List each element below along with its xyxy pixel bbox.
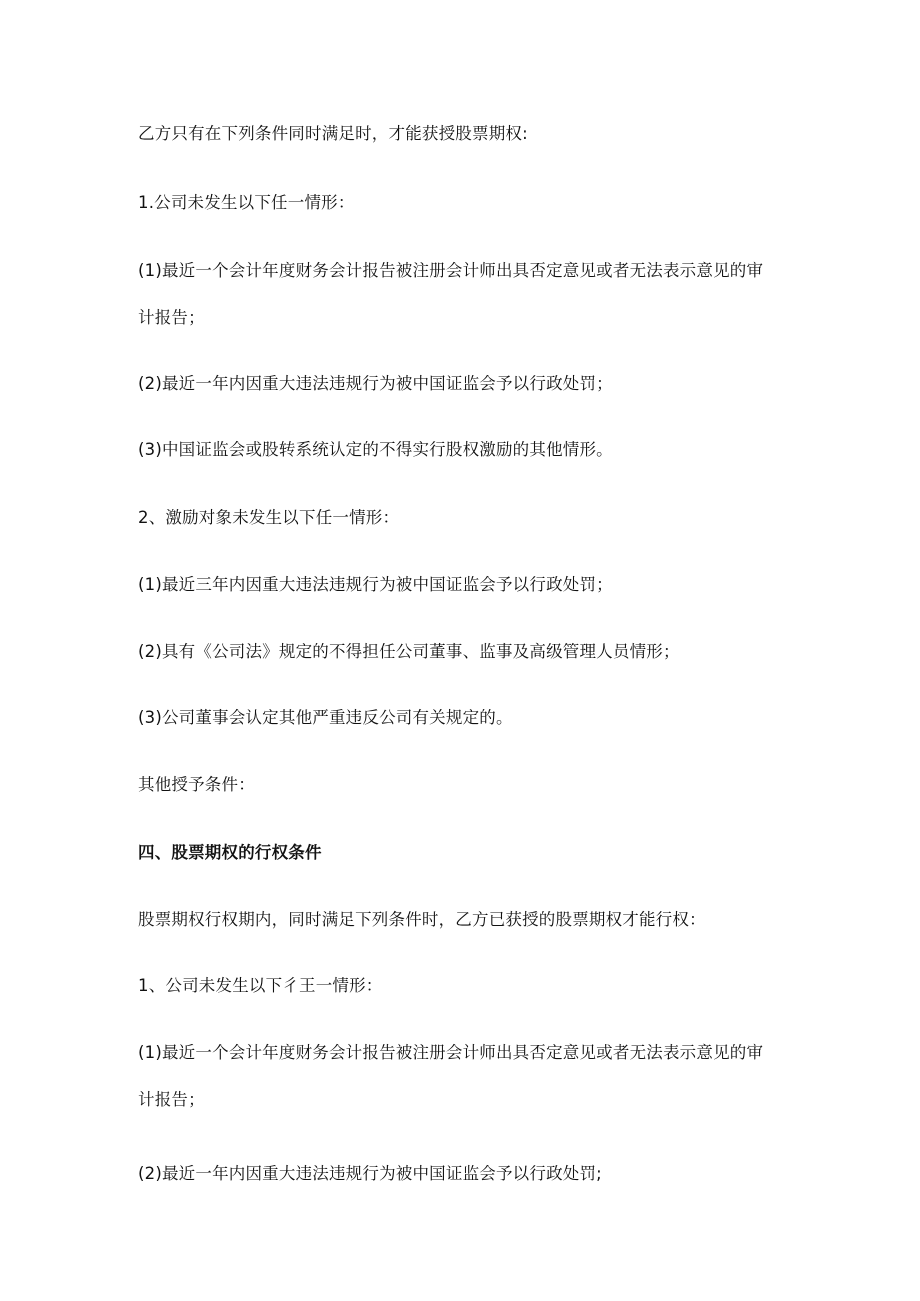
paragraph-exercise-intro: 股票期权行权期内，同时满足下列条件时，乙方已获授的股票期权才能行权： <box>138 910 706 929</box>
paragraph-exercise-item-1-line-2: 计报告； <box>138 1090 205 1109</box>
paragraph-exercise-item-1-line-1: (1)最近一个会计年度财务会计报告被注册会计师出具否定意见或者无法表示意见的审 <box>138 1043 764 1062</box>
paragraph-item-1-line-1: (1)最近一个会计年度财务会计报告被注册会计师出具否定意见或者无法表示意见的审 <box>138 261 764 280</box>
paragraph-recipient-no-situation: 2、激励对象未发生以下任一情形： <box>138 508 400 527</box>
paragraph-grant-conditions-intro: 乙方只有在下列条件同时满足时，才能获授股票期权: <box>138 124 528 143</box>
paragraph-item-1-line-2: 计报告； <box>138 308 205 327</box>
paragraph-company-no-situation: 1.公司未发生以下任一情形： <box>138 193 355 212</box>
section-heading-exercise-conditions: 四、股票期权的行权条件 <box>138 843 322 862</box>
paragraph-item-3: (3)中国证监会或股转系统认定的不得实行股权激励的其他情形。 <box>138 440 613 459</box>
paragraph-recipient-item-1: (1)最近三年内因重大违法违规行为被中国证监会予以行政处罚； <box>138 575 613 594</box>
paragraph-exercise-item-2: (2)最近一年内因重大违法违规行为被中国证监会予以行政处罚; <box>138 1164 602 1183</box>
paragraph-recipient-item-2: (2)具有《公司法》规定的不得担任公司董事、监事及高级管理人员情形； <box>138 642 680 661</box>
paragraph-recipient-item-3: (3)公司董事会认定其他严重违反公司有关规定的。 <box>138 708 513 727</box>
paragraph-item-2: (2)最近一年内因重大违法违规行为被中国证监会予以行政处罚； <box>138 374 613 393</box>
paragraph-exercise-company-no-situation: 1、公司未发生以下彳王一情形： <box>138 976 383 995</box>
paragraph-other-grant-conditions: 其他授予条件： <box>138 775 255 794</box>
